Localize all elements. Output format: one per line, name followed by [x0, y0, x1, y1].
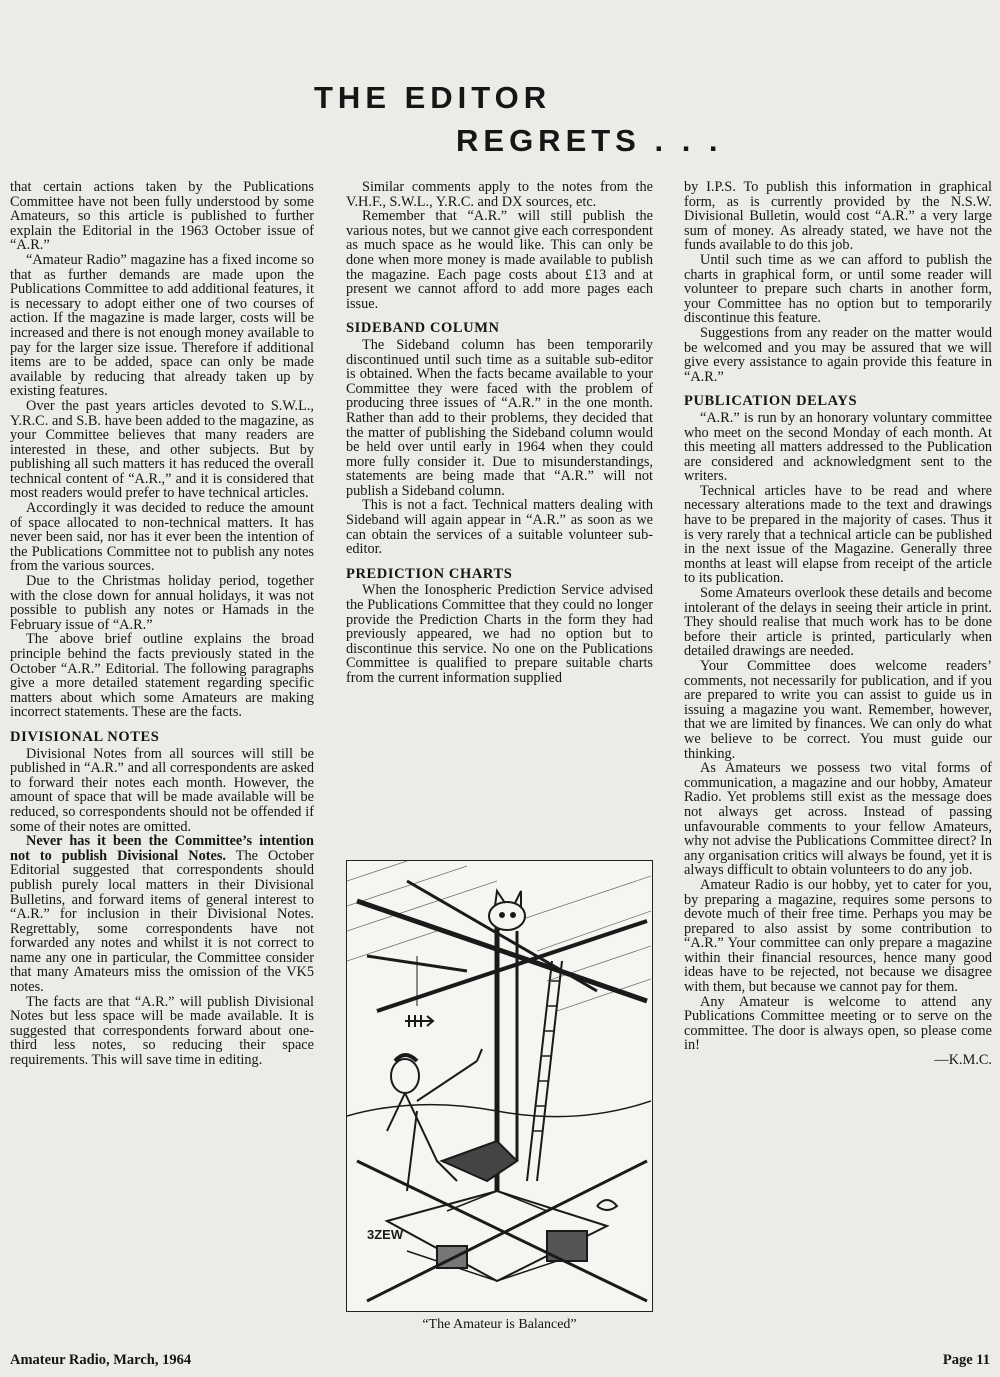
bold-statement: Never has it been the Committee’s intention not to publish Divisional Notes. [10, 833, 314, 864]
paragraph: When the Ionospheric Prediction Service advised the Publications Committee that they could no longer provide the Prediction Charts in the form they had previously appeared, we had no option but to discontinue this service. No one on the Publications Committee is qualified to prepare suitable charts from the current information supplied [346, 582, 653, 686]
paragraph: The above brief outline explains the broad principle behind the facts previously stated in the October “A.R.” Editorial. The following paragraphs give a more detailed statement regarding specific matters about which some Amateurs are making incorrect statements. These are the facts. [10, 631, 314, 721]
paragraph: Your Committee does welcome readers’ comments, not necessarily for publication, and if you are prepared to write you can assist to guide us in issuing a magazine you want. Remember, however, that we are limited by finances. We can only do what we believe to be correct. You must guide our thinking. [684, 658, 992, 762]
paragraph: Until such time as we can afford to publish the charts in graphical form, or until some reader will volunteer to prepare such charts in another form, your Committee has no option but to temporarily discontinue this feature. [684, 251, 992, 327]
cartoon-drawing [347, 861, 651, 1310]
title-line-1: THE EDITOR [314, 80, 552, 115]
paragraph: “A.R.” is run by an honorary voluntary committee who meet on the second Monday of each month. At this meeting all matters addressed to the Publication are considered and acknowledgment sent to the writers. [684, 409, 992, 485]
paragraph: that certain actions taken by the Publications Committee have not been fully understood by some Amateurs, so this article is published to further explain the Editorial in the 1963 October issue of “A.R.” [10, 179, 314, 254]
column-3 [684, 180, 992, 1068]
paragraph: Any Amateur is welcome to attend any Publications Committee meeting or to serve on the committee. The door is always open, so please come in! [684, 993, 992, 1054]
paragraph: Similar comments apply to the notes from the V.H.F., S.W.L., Y.R.C. and DX sources, etc. [346, 179, 653, 210]
paragraph: Remember that “A.R.” will still publish the various notes, but we cannot give each correspondent as much space as he would like. This can only be done when more money is made available to publish the magazine. Each page costs about £13 and at present we cannot afford to add more pages each issue. [346, 208, 653, 312]
paragraph: Divisional Notes from all sources will still be published in “A.R.” and all correspondents are asked to forward their notes each month. However, the amount of space that will be made available will be reduced, so correspondents should not be offended if some of their notes are omitted. [10, 745, 314, 835]
column-2 [346, 180, 653, 686]
footer-page-number: Page 11 [942, 1352, 990, 1368]
paragraph: by I.P.S. To publish this information in graphical form, as is currently provided by the N.S.W. Divisional Bulletin, would cost “A.R.” a very large sum of money. As already stated, we have not the funds available to do this job. [684, 179, 992, 254]
paragraph: This is not a fact. Technical matters dealing with Sideband will again appear in “A.R.” as soon as we can obtain the services of a suitable volunteer sub-editor. [346, 497, 653, 558]
paragraph: Technical articles have to be read and where necessary alterations made to the text and drawings have to be prepared in the majority of cases. Thus it is very rarely that a technical article can be published in the next issue of the Magazine. Generally three months at least will elapse from receipt of the article to its publication. [684, 482, 992, 587]
section-heading-sideband-column: SIDEBAND COLUMN [346, 320, 500, 337]
title-line-2: REGRETS . . . [456, 123, 723, 158]
section-heading-publication-delays: PUBLICATION DELAYS [684, 393, 858, 410]
paragraph: The Sideband column has been temporarily discontinued until such time as a suitable sub-editor is obtained. When the facts became available to your Committee they were faced with the problem of producing three issues of “A.R.” in the one month. Rather than add to their problems, they decided that the matter of publishing the Sideband column would be held over until early in 1964 when they could more fully consider it. Due to misunderstandings, statements are being made that “A.R.” will not publish a Sideband column. [346, 336, 653, 499]
paragraph: Due to the Christmas holiday period, together with the close down for annual holidays, it was not possible to publish any notes or Hamads in the February issue of “A.R.” [10, 573, 314, 633]
paragraph: As Amateurs we possess two vital forms of communication, a magazine and our hobby, Amateur Radio. Yet problems still exist as the message does not always get across. Instead of passing unfavourable comments to your fellow Amateurs, why not advise the Publications Committee direct? In any organisation critics will always be found, yet it is always difficult to obtain volunteers to do any job. [684, 760, 992, 879]
paragraph: Accordingly it was decided to reduce the amount of space allocated to non-technical matters. It has never been said, nor has it ever been the intention of the Publications Committee not to publish any notes from the various sources. [10, 500, 314, 575]
section-heading-divisional-notes: DIVISIONAL NOTES [10, 728, 160, 745]
column-1 [10, 180, 314, 1068]
footer-publication: Amateur Radio, March, 1964 [10, 1352, 192, 1368]
paragraph-rest: The October Editorial suggested that correspondents should publish purely local matters in their Divisional Bulletins, and forward items of general interest to “A.R.” for inclusion in their Divisional Notes. Regrettably, some correspondents have not forwarded any notes and whilst it is not correct to name any one in particular, the Committee consider that many Amateurs miss the omission of the VK5 notes. [10, 847, 314, 996]
cartoon-caption: “The Amateur is Balanced” [422, 1317, 577, 1332]
paragraph: Over the past years articles devoted to S.W.L., Y.R.C. and S.B. have been added to the magazine, as your Committee believes that many readers are interested in these, and other subjects. But by publishing all such matters it has reduced the overall technical content of “A.R.,” and it is considered that most readers would prefer to have technical articles. [10, 397, 314, 502]
cartoon-signature: 3ZEW [367, 1227, 404, 1242]
paragraph: Amateur Radio is our hobby, yet to cater for you, by preparing a magazine, requires some persons to devote much of their free time. Perhaps you may be prepared to also assist by some contribution to “A.R.” Your committee can only prepare a magazine within their financial resources, hence many good ideas have to be rejected, not because we disagree with them, but because we cannot pay for them. [684, 876, 992, 996]
paragraph: Some Amateurs overlook these details and become intolerant of the delays in seeing their article in print. They should realise that much work has to be done before their article is printed, particularly when detailed drawings are needed. [684, 585, 992, 660]
paragraph: Suggestions from any reader on the matter would be welcomed and you may be assured that we will give every assistance to again provide this feature in “A.R.” [684, 324, 992, 385]
paragraph: The facts are that “A.R.” will publish Divisional Notes but less space will be made available. It is suggested that correspondents forward about one-third less notes, so reducing their space requirements. This will save time in editing. [10, 993, 314, 1069]
cartoon-illustration [346, 860, 653, 1312]
paragraph [10, 834, 314, 995]
author-signature: —K.M.C. [934, 1052, 992, 1069]
section-heading-prediction-charts: PREDICTION CHARTS [346, 565, 513, 582]
paragraph: “Amateur Radio” magazine has a fixed income so that as further demands are made upon the Publications Committee to add additional features, it is necessary to adopt either one of two courses of action. If the magazine is made larger, costs will be increased and there is not enough money available to pay for the larger size issue. Therefore if additional items are to be added, space can only be made available by reducing that already taken up by existing features. [10, 251, 314, 400]
